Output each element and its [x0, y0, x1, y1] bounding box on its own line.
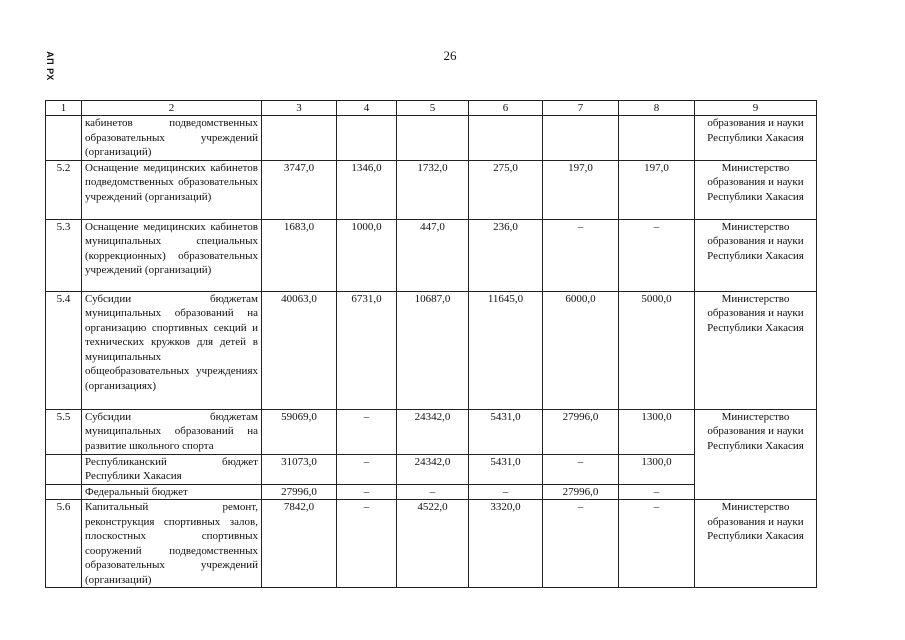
- cell-value: –: [543, 219, 619, 291]
- cell-total: [262, 116, 337, 161]
- cell-value: 1300,0: [619, 454, 695, 484]
- row-number: 5.2: [46, 160, 82, 219]
- row-name: Субсидии бюджетам муниципальных образований на развитие школьного спорта: [82, 409, 262, 454]
- side-label-text: АП РХ: [45, 51, 55, 81]
- row-number: [46, 116, 82, 161]
- cell-total: 27996,0: [262, 484, 337, 500]
- cell-value: [469, 116, 543, 161]
- cell-value: –: [619, 484, 695, 500]
- table-row: [46, 116, 817, 161]
- cell-value: 3320,0: [469, 500, 543, 588]
- cell-value: 4522,0: [397, 500, 469, 588]
- cell-value: 10687,0: [397, 291, 469, 409]
- cell-value: 24342,0: [397, 409, 469, 454]
- cell-value: 24342,0: [397, 454, 469, 484]
- table-header-row: [46, 101, 817, 116]
- row-agency: Министерство образования и науки Республики Хакасия: [695, 219, 817, 291]
- row-agency: Министерство образования и науки Республики Хакасия: [695, 409, 817, 500]
- row-name: Оснащение медицинских кабинетов муниципальных специальных (коррекционных) образовательных учреждений (организаций): [82, 219, 262, 291]
- column-header: 4: [337, 101, 397, 116]
- row-number: [46, 484, 82, 500]
- cell-value: 197,0: [543, 160, 619, 219]
- table-row: [46, 409, 817, 454]
- cell-total: 40063,0: [262, 291, 337, 409]
- row-agency: Министерство образования и науки Республики Хакасия: [695, 291, 817, 409]
- row-agency: Министерство образования и науки Республики Хакасия: [695, 160, 817, 219]
- budget-table: [45, 100, 817, 588]
- row-number: 5.4: [46, 291, 82, 409]
- row-name: Республиканский бюджет Республики Хакасия: [82, 454, 262, 484]
- side-label: [40, 46, 60, 86]
- cell-value: –: [337, 500, 397, 588]
- cell-value: [397, 116, 469, 161]
- table-row: [46, 500, 817, 588]
- cell-value: 6731,0: [337, 291, 397, 409]
- cell-value: 1300,0: [619, 409, 695, 454]
- cell-value: –: [337, 454, 397, 484]
- cell-value: –: [337, 409, 397, 454]
- cell-value: 275,0: [469, 160, 543, 219]
- cell-value: 1000,0: [337, 219, 397, 291]
- row-name: Субсидии бюджетам муниципальных образований на организацию спортивных секций и технических кружков для детей в муниципальных общеобразовательных учреждениях (организациях): [82, 291, 262, 409]
- cell-value: [543, 116, 619, 161]
- cell-value: 27996,0: [543, 409, 619, 454]
- page-number: 26: [443, 48, 457, 63]
- cell-value: 1732,0: [397, 160, 469, 219]
- row-number: 5.5: [46, 409, 82, 454]
- column-header: 6: [469, 101, 543, 116]
- cell-value: –: [619, 219, 695, 291]
- cell-value: –: [619, 500, 695, 588]
- cell-total: 7842,0: [262, 500, 337, 588]
- cell-value: –: [469, 484, 543, 500]
- column-header: 9: [695, 101, 817, 116]
- cell-value: –: [337, 484, 397, 500]
- row-agency: образования и науки Республики Хакасия: [695, 116, 817, 161]
- cell-value: 5000,0: [619, 291, 695, 409]
- column-header: 2: [82, 101, 262, 116]
- cell-value: 5431,0: [469, 409, 543, 454]
- row-name: Федеральный бюджет: [82, 484, 262, 500]
- row-number: [46, 454, 82, 484]
- row-number: 5.3: [46, 219, 82, 291]
- column-header: 5: [397, 101, 469, 116]
- cell-value: –: [543, 454, 619, 484]
- column-header: 1: [46, 101, 82, 116]
- table-row: [46, 291, 817, 409]
- row-name: кабинетов подведомственных образовательных учреждений (организаций): [82, 116, 262, 161]
- row-name: Капитальный ремонт, реконструкция спортивных залов, плоскостных спортивных сооружений подведомственных образовательных учреждений (организаций): [82, 500, 262, 588]
- cell-value: 5431,0: [469, 454, 543, 484]
- row-agency: Министерство образования и науки Республики Хакасия: [695, 500, 817, 588]
- column-header: 3: [262, 101, 337, 116]
- column-header: 7: [543, 101, 619, 116]
- row-name: Оснащение медицинских кабинетов подведомственных образовательных учреждений (организаций): [82, 160, 262, 219]
- table-row: [46, 160, 817, 219]
- cell-value: 236,0: [469, 219, 543, 291]
- cell-total: 3747,0: [262, 160, 337, 219]
- cell-value: 1346,0: [337, 160, 397, 219]
- cell-total: 31073,0: [262, 454, 337, 484]
- row-number: 5.6: [46, 500, 82, 588]
- cell-value: [619, 116, 695, 161]
- cell-value: 447,0: [397, 219, 469, 291]
- table-row: [46, 219, 817, 291]
- cell-value: –: [397, 484, 469, 500]
- cell-value: [337, 116, 397, 161]
- column-header: 8: [619, 101, 695, 116]
- cell-total: 1683,0: [262, 219, 337, 291]
- cell-value: 11645,0: [469, 291, 543, 409]
- cell-total: 59069,0: [262, 409, 337, 454]
- cell-value: 197,0: [619, 160, 695, 219]
- cell-value: 27996,0: [543, 484, 619, 500]
- cell-value: –: [543, 500, 619, 588]
- cell-value: 6000,0: [543, 291, 619, 409]
